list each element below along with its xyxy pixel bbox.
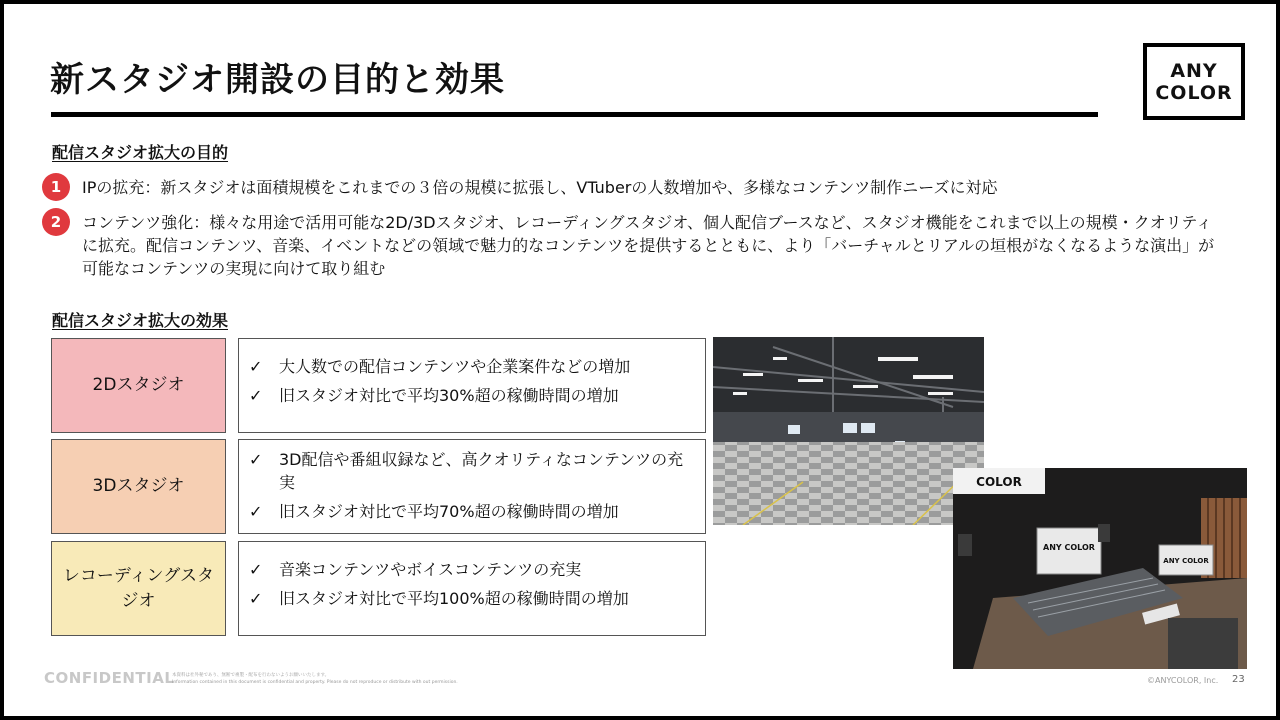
studio-row-2d [51,338,706,433]
page-number: 23 [1232,674,1245,685]
effect-item [249,587,695,610]
studio-effects-3d [238,439,706,534]
studio-row-3d [51,439,706,534]
purpose-text-1: IPの拡充：新スタジオは面積規模をこれまでの３倍の規模に拡張し、VTuberの人数増加や、多様なコンテンツ制作ニーズに対応 [82,178,998,197]
logo-line-1: ANY [1170,59,1218,82]
studio-effects-recording [238,541,706,636]
studio-3d-illustration [713,337,984,525]
check-icon: ✓ [249,386,263,405]
number-badge-1: 1 [42,173,70,201]
fine-print-jp: 本資料は社外秘であり、無断で複製・配布を行わないようお願いいたします。 [172,673,330,678]
logo-line-2: COLOR [1155,81,1233,104]
number-badge-2: 2 [42,208,70,236]
page-title: 新スタジオ開設の目的と効果 [50,60,505,100]
purpose-heading: 配信スタジオ拡大の目的 [52,143,229,162]
effects-heading: 配信スタジオ拡大の効果 [52,311,229,330]
effect-text: 旧スタジオ対比で平均30%超の稼働時間の増加 [279,386,619,405]
studio-effects-2d [238,338,706,433]
effect-item [249,355,695,378]
effect-text: 旧スタジオ対比で平均100%超の稼働時間の増加 [279,589,629,608]
check-icon: ✓ [249,450,263,469]
purpose-item-1 [42,176,1242,201]
effect-item [249,558,695,581]
recording-studio-illustration [953,468,1247,669]
copyright: ©ANYCOLOR, Inc. [1147,676,1219,685]
sign-text: COLOR [976,475,1022,489]
recording-studio-photo [953,468,1247,669]
check-icon: ✓ [249,357,263,376]
effect-text: 音楽コンテンツやボイスコンテンツの充実 [279,560,582,579]
effect-text: 旧スタジオ対比で平均70%超の稼働時間の増加 [279,502,619,521]
effect-item [249,500,695,523]
effect-item [249,384,695,407]
effect-text: 3D配信や番組収録など、高クオリティなコンテンツの充実 [279,450,684,492]
purpose-item-2 [42,211,1242,280]
studio-label-3d: 3Dスタジオ [51,439,226,534]
check-icon: ✓ [249,560,263,579]
purpose-text-2: コンテンツ強化：様々な用途で活用可能な2D/3Dスタジオ、レコーディングスタジオ、個人配信ブースなど、スタジオ機能をこれまで以上の規模・クオリティに拡充。配信コンテンツ、音楽、イベントなどの領域で魅力的なコンテンツを提供するとともに、より「バーチャルとリアルの垣根がなくなるような演出」が可能なコンテンツの実現に向けて取り組む [82,213,1215,278]
check-icon: ✓ [249,589,263,608]
studio-row-recording [51,541,706,636]
fine-print-en: Information contained in this document is confidential and property. Please do not reproduce or distribute with out permission. [172,680,458,685]
confidential-label: CONFIDENTIAL [44,669,175,687]
studio-label-2d: 2Dスタジオ [51,338,226,433]
effect-item [249,448,695,494]
monitor-text-2: ANY COLOR [1163,557,1209,565]
studio-3d-photo [713,337,984,525]
check-icon: ✓ [249,502,263,521]
studio-label-recording: レコーディングスタジオ [51,541,226,636]
anycolor-logo [1143,43,1245,120]
title-underline [51,112,1098,117]
monitor-text-1: ANY COLOR [1043,543,1095,552]
effect-text: 大人数での配信コンテンツや企業案件などの増加 [279,357,631,376]
